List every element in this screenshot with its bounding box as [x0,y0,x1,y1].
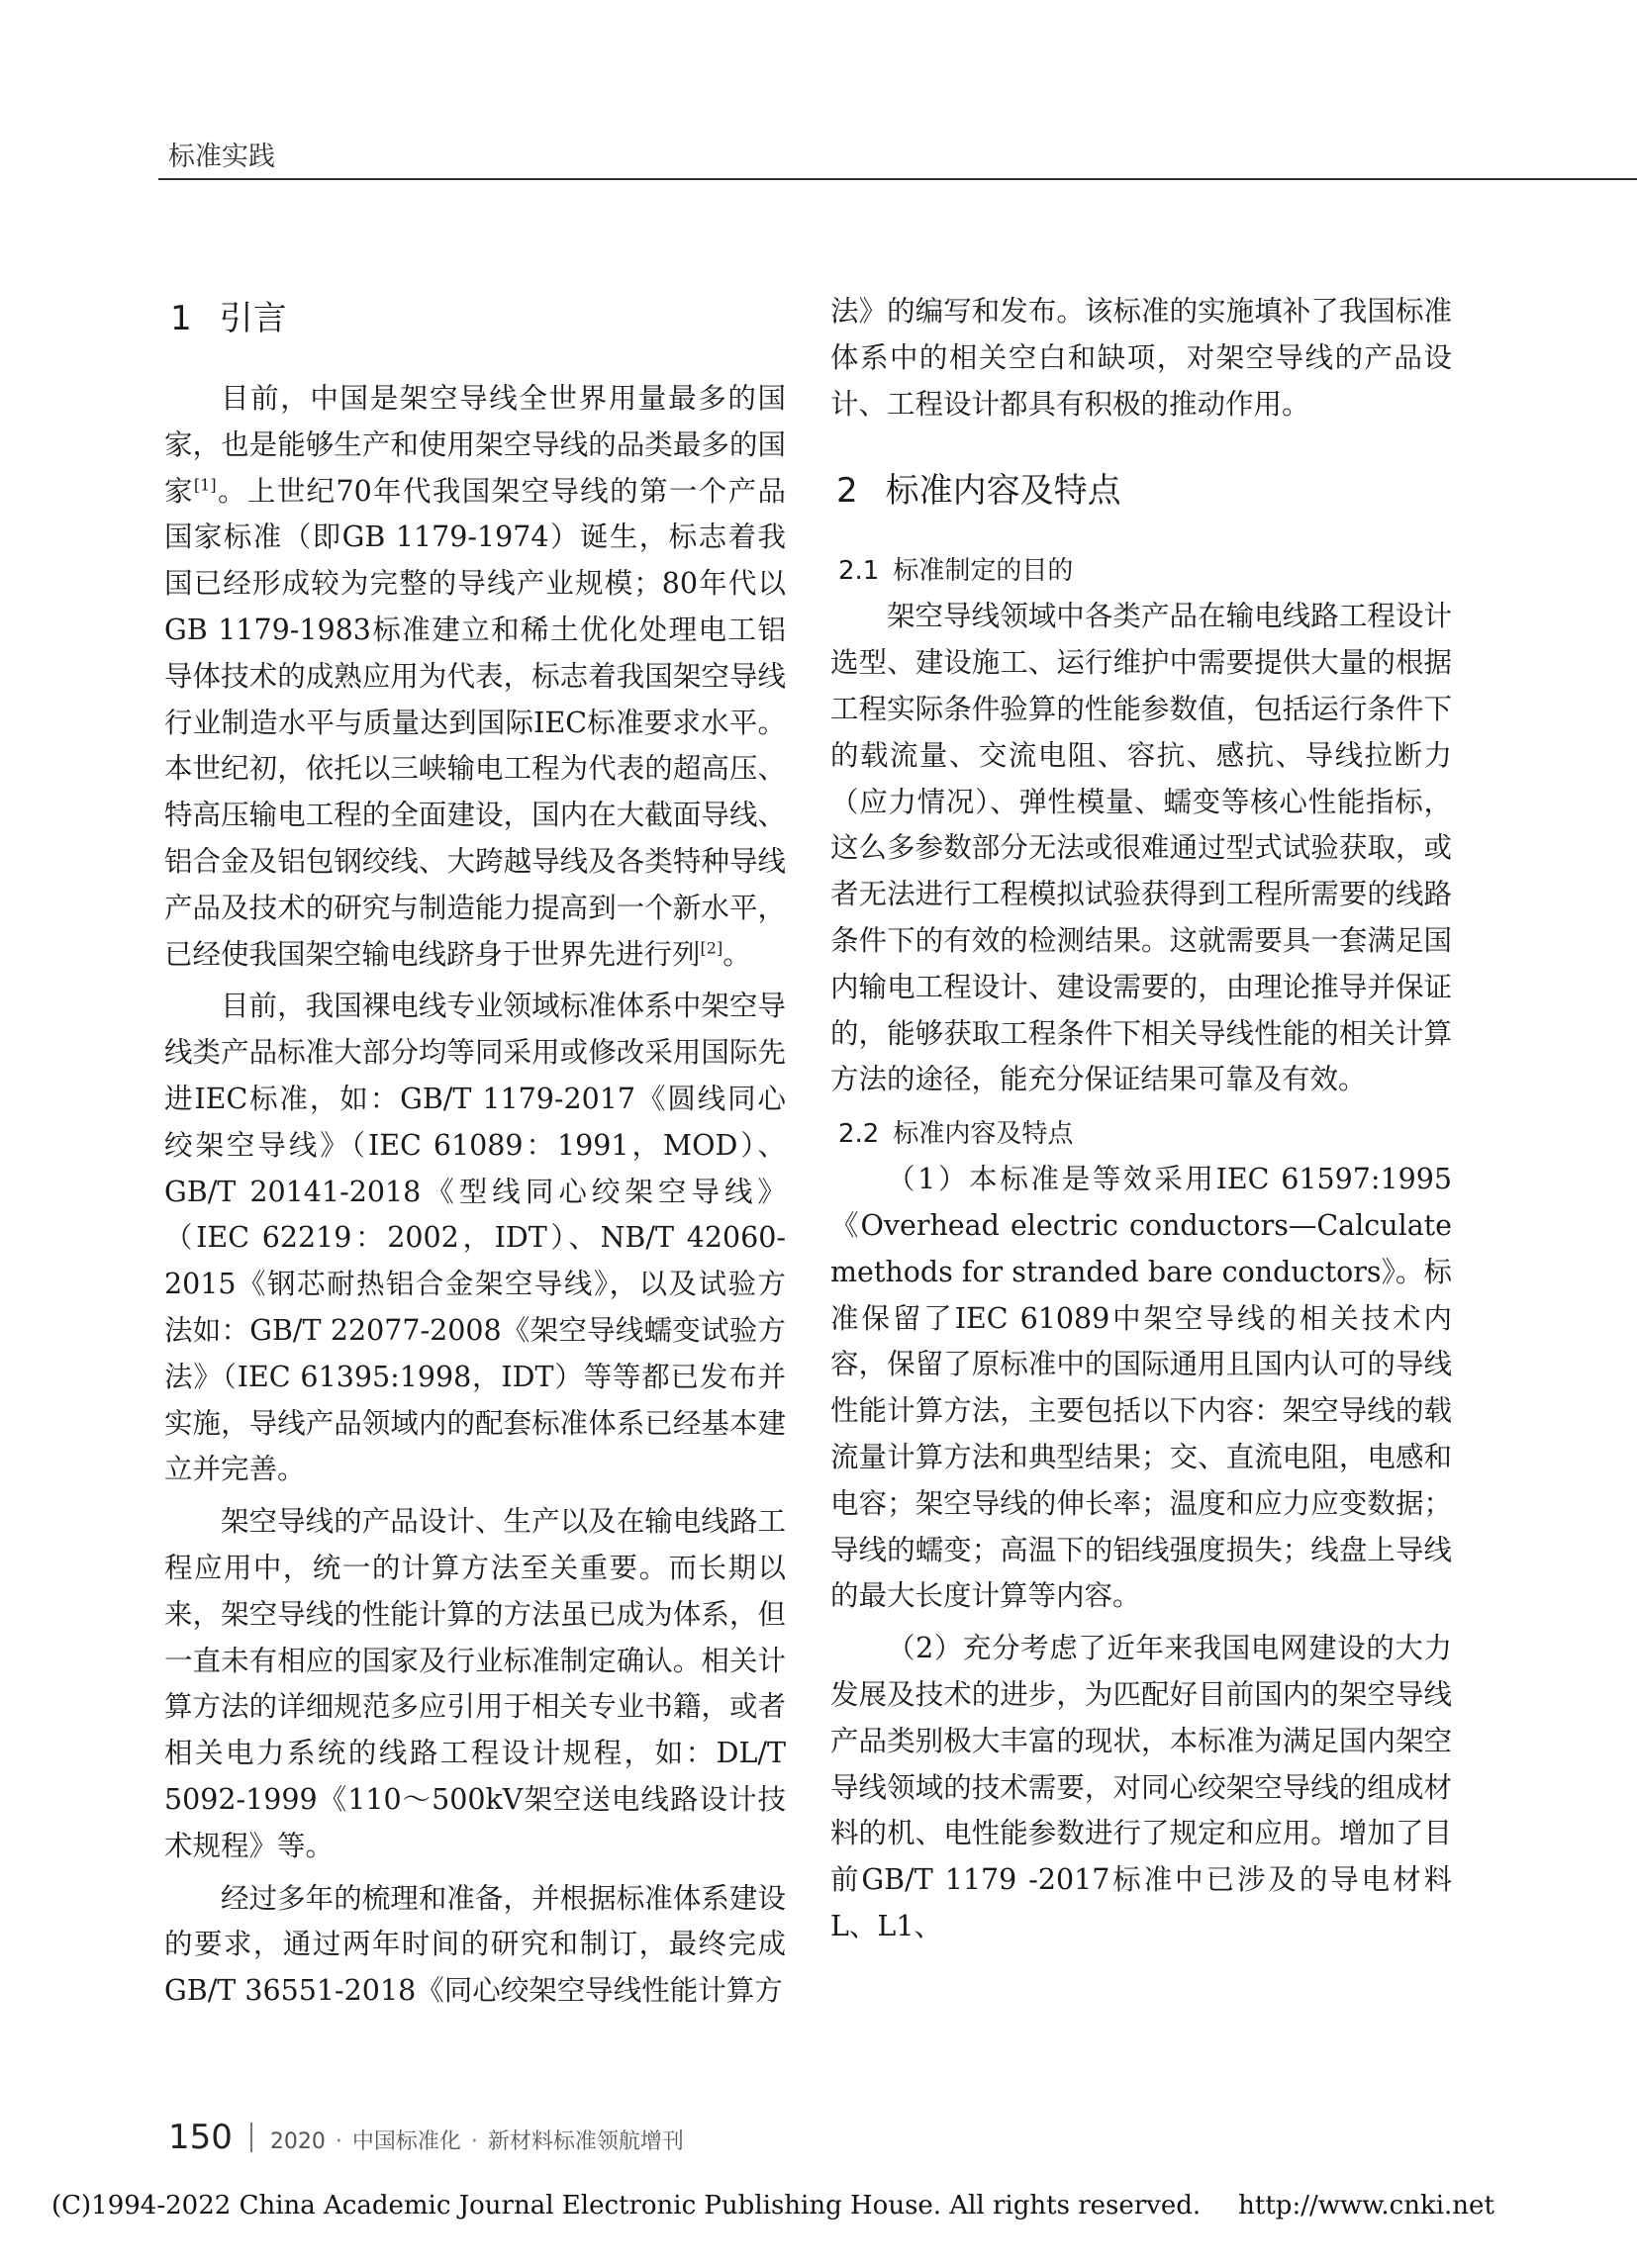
footer-dot: · [470,2129,478,2154]
paragraph-text: 目前，中国是架空导线全世界用量最多的国家，也是能够生产和使用架空导线的品类最多的国家 [164,382,786,508]
section-title: 标准内容及特点 [885,471,1121,512]
paragraph-continued: 法》的编写和发布。该标准的实施填补了我国标准体系中的相关空白和缺项，对架空导线的产品设计、工程设计都具有积极的推动作用。 [830,295,1452,421]
footer-year: 2020 [269,2129,326,2154]
footer-issue: 新材料标准领航增刊 [487,2129,684,2154]
paragraph: 架空导线领域中各类产品在输电线路工程设计选型、建设施工、运行维护中需要提供大量的根据工程实际条件验算的性能参数值，包括运行条件下的载流量、交流电阻、容抗、感抗、导线拉断力（应力情况）、弹性模量、蠕变等核心性能指标，这么多参数部分无法或很难通过型式试验获取，或者无法进行工程模拟试验获得到工程所需要的线路条件下的有效的检测结果。这就需要具一套满足国内输电工程设计、建设需要的，由理论推导并保证的，能够获取工程条件下相关导线性能的相关计算方法的途径，能充分保证结果可靠及有效。 [830,600,1452,1096]
paragraph: （1）本标准是等效采用IEC 61597:1995《Overhead electric conductors—Calculate methods for stranded bare conductors》。标准保留了IEC 61089中架空导线的相关技术内容，保留了原标准中的国际通用且国内认可的导线性能计算方法，主要包括以下内容：架空导线的载流量计算方法和典型结果；交、直流电阻，电感和电容；架空导线的伸长率；温度和应力应变数据；导线的蠕变；高温下的铝线强度损失；线盘上导线的最大长度计算等内容。 [830,1163,1452,1613]
section-heading-2 [836,461,1452,520]
section-number: 1 [170,299,192,338]
paragraph [164,376,786,978]
header-rule [158,178,1637,180]
subsection-number: 2.1 [838,556,880,587]
footer-divider [250,2123,252,2152]
section-number: 2 [836,471,858,512]
paragraph: 架空导线的产品设计、生产以及在输电线路工程应用中，统一的计算方法至关重要。而长期以来，架空导线的性能计算的方法虽已成为体系，但一直未有相应的国家及行业标准制定确认。相关计算方法的详细规范多应引用于相关专业书籍，或者相关电力系统的线路工程设计规程，如：DL/T 5092-1999《110～500kV架空送电线路设计技术规程》等。 [164,1505,786,1862]
paragraph-text: 。 [722,937,751,971]
right-column [830,289,1452,1956]
section-heading-1 [170,289,786,348]
subsection-number: 2.2 [838,1119,880,1150]
footer-dot: · [335,2129,342,2154]
footer-journal: 中国标准化 [351,2129,461,2154]
cnki-link[interactable]: http://www.cnki.net [1238,2191,1494,2221]
subsection-heading-2-1 [838,548,1452,594]
section-title: 引言 [219,299,287,338]
subsection-title: 标准制定的目的 [893,556,1074,587]
citation-ref[interactable]: [1] [193,475,217,495]
copyright-text: (C)1994-2022 China Academic Journal Electronic Publishing House. All rights reserved. [51,2191,1202,2221]
running-header-section: 标准实践 [168,142,275,172]
paragraph: （2）充分考虑了近年来我国电网建设的大力发展及技术的进步，为匹配好目前国内的架空导线产品类别极大丰富的现状，本标准为满足国内架空导线领域的技术需要，对同心绞架空导线的组成材料的机、电性能参数进行了规定和应用。增加了目前GB/T 1179 -2017标准中已涉及的导电材料L、L1、 [830,1632,1452,1942]
left-column [164,289,786,2021]
paragraph: 目前，我国裸电线专业领域标准体系中架空导线类产品标准大部分均等同采用或修改采用国际先进IEC标准，如：GB/T 1179-2017《圆线同心绞架空导线》（IEC 61089：1991，MOD）、GB/T 20141-2018《型线同心绞架空导线》（IEC 62219：2002，IDT）、NB/T 42060-2015《钢芯耐热铝合金架空导线》，以及试验方法如：GB/T 22077-2008《架空导线蠕变试验方法》（IEC 61395:1998，IDT）等等都已发布并实施，导线产品领域内的配套标准体系已经基本建立并完善。 [164,990,786,1486]
citation-ref[interactable]: [2] [700,938,723,958]
page-number: 150 [168,2118,233,2157]
paragraph-text: 。上世纪70年代我国架空导线的第一个产品国家标准（即GB 1179-1974）诞生，标志着我国已经形成较为完整的导线产业规模；80年代以GB 1179-1983标准建立和稀土优化处理电工铝导体技术的成熟应用为代表，标志着我国架空导线行业制造水平与质量达到国际IEC标准要求水平。本世纪初，依托以三峡输电工程为代表的超高压、特高压输电工程的全面建设，国内在大截面导线、铝合金及铝包钢绞线、大跨越导线及各类特种导线产品及技术的研究与制造能力提高到一个新水平，已经使我国架空输电线跻身于世界先进行列 [164,474,786,971]
copyright-line [51,2191,1494,2221]
subsection-title: 标准内容及特点 [893,1119,1074,1150]
paragraph: 经过多年的梳理和准备，并根据标准体系建设的要求，通过两年时间的研究和制订，最终完成GB/T 36551-2018《同心绞架空导线性能计算方 [164,1881,786,2008]
page-footer [168,2118,684,2157]
subsection-heading-2-2 [838,1111,1452,1157]
